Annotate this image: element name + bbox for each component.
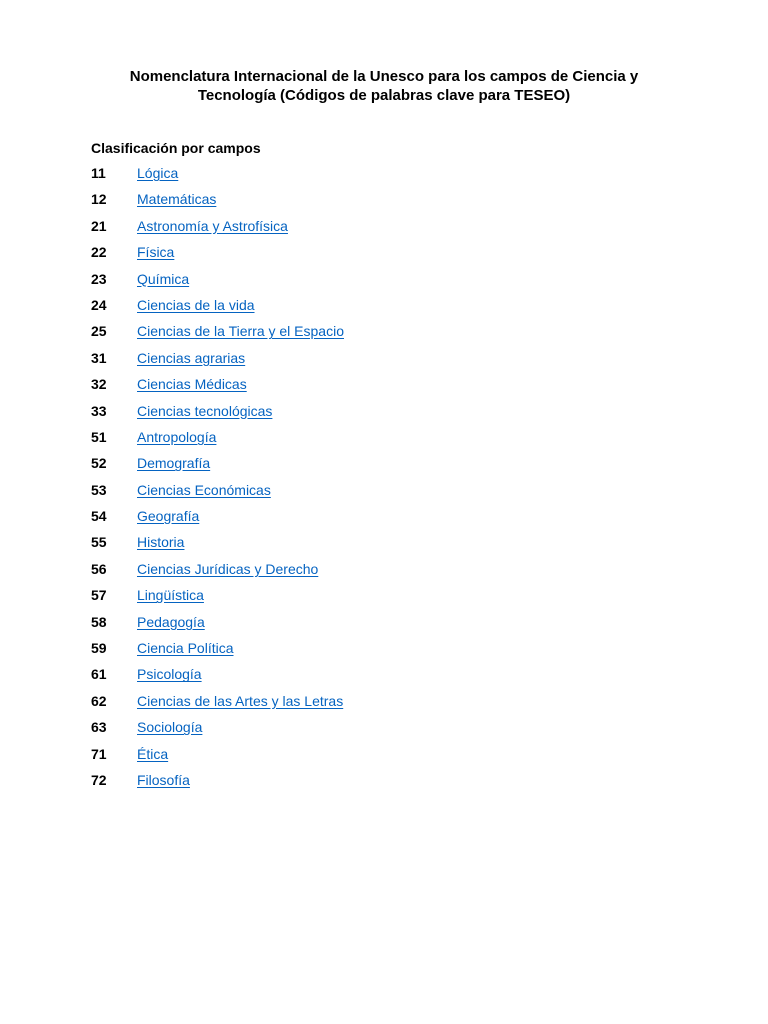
field-link[interactable]: Matemáticas: [137, 191, 217, 208]
list-item: [91, 693, 344, 719]
list-item: [91, 666, 344, 692]
field-link[interactable]: Geografía: [137, 508, 200, 525]
document-title-line-1: Nomenclatura Internacional de la Unesco para los campos de Ciencia y: [129, 68, 639, 85]
field-link[interactable]: Ciencias Médicas: [137, 376, 247, 393]
field-link[interactable]: Filosofía: [137, 771, 190, 788]
list-item: [91, 271, 344, 297]
field-code: 54: [91, 508, 107, 525]
field-code: 59: [91, 640, 107, 657]
field-code: 24: [91, 296, 107, 313]
field-code: 31: [91, 349, 107, 366]
field-code: 53: [91, 481, 107, 498]
field-link[interactable]: Ciencias Económicas: [137, 481, 271, 498]
list-item: [91, 244, 344, 270]
field-code: 33: [91, 402, 107, 419]
list-item: [91, 482, 344, 508]
field-link[interactable]: Ciencias de la vida: [137, 296, 255, 313]
field-code: 61: [91, 666, 107, 683]
field-code: 58: [91, 613, 107, 630]
field-code: 32: [91, 376, 107, 393]
field-link[interactable]: Ciencia Política: [137, 640, 234, 657]
field-code: 21: [91, 217, 107, 234]
field-code: 23: [91, 270, 107, 287]
field-link[interactable]: Ciencias de la Tierra y el Espacio: [137, 323, 344, 340]
list-item: [91, 403, 344, 429]
field-link[interactable]: Historia: [137, 534, 185, 551]
field-link[interactable]: Lógica: [137, 165, 179, 181]
list-item: [91, 772, 344, 798]
document-title-line-2: Tecnología (Códigos de palabras clave para TESEO): [197, 87, 571, 104]
field-code: 71: [91, 745, 107, 762]
field-code: 11: [91, 165, 106, 181]
field-link[interactable]: Pedagogía: [137, 613, 205, 630]
document-title: [92, 67, 676, 105]
list-item: [91, 640, 344, 666]
field-link[interactable]: Ciencias Jurídicas y Derecho: [137, 560, 319, 577]
field-link[interactable]: Ética: [137, 745, 169, 762]
list-item: [91, 719, 344, 745]
field-code: 72: [91, 771, 107, 788]
field-code: 55: [91, 534, 107, 551]
list-item: [91, 587, 344, 613]
field-link[interactable]: Química: [137, 270, 190, 287]
list-item: [91, 191, 344, 217]
field-link[interactable]: Sociología: [137, 719, 203, 736]
field-link[interactable]: Ciencias agrarias: [137, 349, 246, 366]
field-link[interactable]: Antropología: [137, 428, 217, 445]
list-item: [91, 376, 344, 402]
field-code: 56: [91, 560, 107, 577]
field-link[interactable]: Demografía: [137, 455, 211, 472]
field-code: 12: [91, 191, 107, 208]
list-item: [91, 455, 344, 481]
field-link[interactable]: Lingüística: [137, 587, 204, 604]
list-item: [91, 534, 344, 560]
field-code: 63: [91, 719, 107, 736]
field-list: [91, 165, 344, 798]
field-code: 57: [91, 587, 107, 604]
field-code: 51: [91, 428, 107, 445]
list-item: [91, 614, 344, 640]
field-link[interactable]: Psicología: [137, 666, 202, 683]
field-code: 62: [91, 692, 107, 709]
list-item: [91, 746, 344, 772]
field-code: 22: [91, 244, 107, 261]
list-item: [91, 429, 344, 455]
field-link[interactable]: Ciencias tecnológicas: [137, 402, 273, 419]
field-code: 25: [91, 323, 107, 340]
field-link[interactable]: Astronomía y Astrofísica: [137, 217, 288, 234]
list-item: [91, 561, 344, 587]
list-item: [91, 165, 344, 191]
list-item: [91, 218, 344, 244]
list-item: [91, 350, 344, 376]
section-heading: Clasificación por campos: [91, 140, 261, 156]
list-item: [91, 323, 344, 349]
field-link[interactable]: Física: [137, 244, 175, 261]
field-link[interactable]: Ciencias de las Artes y las Letras: [137, 692, 344, 709]
field-code: 52: [91, 455, 107, 472]
list-item: [91, 508, 344, 534]
list-item: [91, 297, 344, 323]
